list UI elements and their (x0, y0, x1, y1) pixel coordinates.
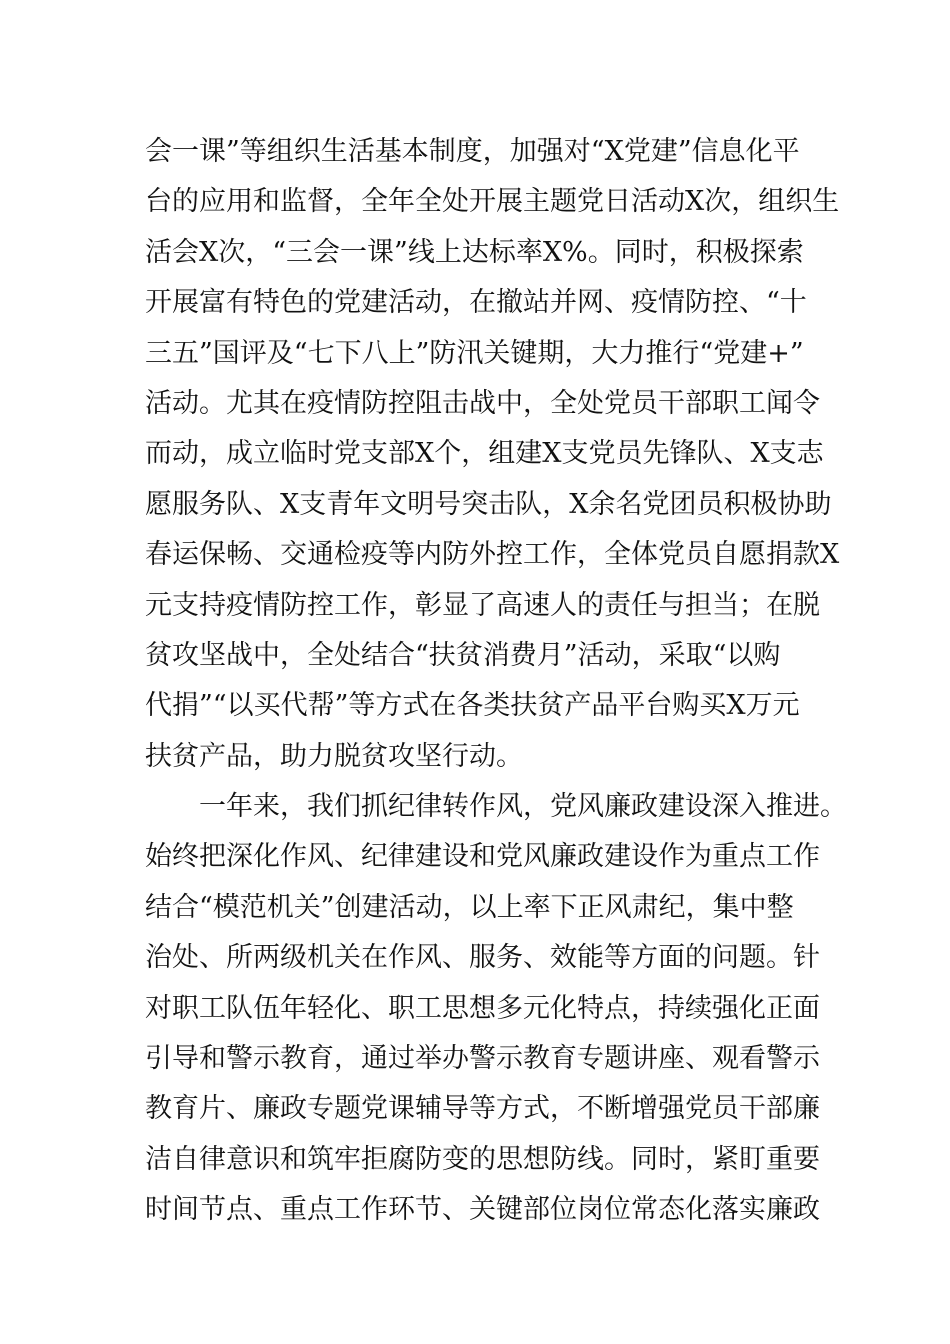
paragraph-line: 洁自律意识和筑牢拒腐防变的思想防线。同时，紧盯重要 (145, 1143, 820, 1175)
paragraph-line: 治处、所两级机关在作风、服务、效能等方面的问题。针 (145, 942, 820, 974)
paragraph-line: 教育片、廉政专题党课辅导等方式，不断增强党员干部廉 (145, 1093, 820, 1125)
paragraph-line: 始终把深化作风、纪律建设和党风廉政建设作为重点工作 (145, 841, 820, 873)
paragraph-line: 会一课”等组织生活基本制度，加强对“X党建”信息化平 (145, 136, 800, 167)
paragraph-line: 贫攻坚战中，全处结合“扶贫消费月”活动，采取“以购 (145, 639, 781, 671)
document-body (145, 127, 845, 1236)
paragraph-1 (145, 127, 845, 782)
paragraph-line: 元支持疫情防控工作，彰显了高速人的责任与担当；在脱 (145, 589, 820, 621)
paragraph-line: 三五”国评及“七下八上”防汛关键期，大力推行“党建+” (145, 337, 804, 369)
paragraph-line: 愿服务队、X支青年文明号突击队，X余名党团员积极协助 (145, 488, 832, 520)
paragraph-first-line: 一年来，我们抓纪律转作风，党风廉政建设深入推进。 (199, 791, 847, 823)
paragraph-line: 代捐”“以买代帮”等方式在各类扶贫产品平台购买X万元 (145, 690, 800, 722)
paragraph-line: 开展富有特色的党建活动，在撤站并网、疫情防控、“十 (145, 287, 807, 319)
paragraph-line: 时间节点、重点工作环节、关键部位岗位常态化落实廉政 (145, 1194, 820, 1226)
paragraph-2 (145, 782, 845, 1236)
paragraph-line: 对职工队伍年轻化、职工思想多元化特点，持续强化正面 (145, 992, 820, 1024)
paragraph-line: 活会X次，“三会一课”线上达标率X%。同时，积极探索 (145, 236, 804, 268)
paragraph-line: 引导和警示教育，通过举办警示教育专题讲座、观看警示 (145, 1043, 820, 1075)
paragraph-line: 春运保畅、交通检疫等内防外控工作，全体党员自愿捐款X (145, 539, 840, 571)
paragraph-line: 而动，成立临时党支部X个，组建X支党员先锋队、X支志 (145, 438, 824, 470)
paragraph-line: 活动。尤其在疫情防控阻击战中，全处党员干部职工闻令 (145, 387, 820, 419)
paragraph-line: 结合“模范机关”创建活动，以上率下正风肃纪，集中整 (145, 891, 794, 923)
paragraph-line: 台的应用和监督，全年全处开展主题党日活动X次，组织生 (145, 186, 840, 218)
paragraph-line: 扶贫产品，助力脱贫攻坚行动。 (145, 740, 523, 772)
